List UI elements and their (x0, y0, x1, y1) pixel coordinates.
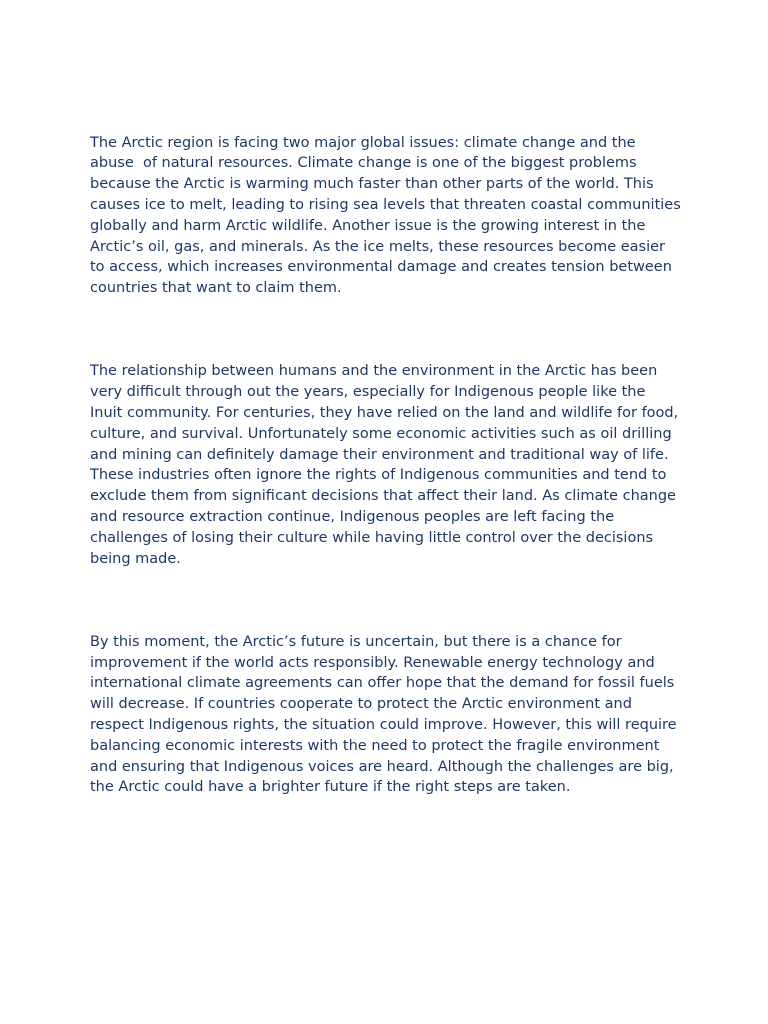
document-body (90, 91, 686, 860)
paragraph-humans-and-environment: The relationship between humans and the environment in the Arctic has been very difficult through out the years, especially for Indigenous people like the Inuit community. For centuries, they have relied on the land and wildlife for food, culture, and survival. Unfortunately some economic activities such as oil drilling and mining can definitely damage their environment and traditional way of life. These industries often ignore the rights of Indigenous communities and tend to exclude them from significant decisions that affect their land. As climate change and resource extraction continue, Indigenous peoples are left facing the challenges of losing their culture while having little control over the decisions being made. (90, 363, 683, 567)
paragraph-climate-and-resources: The Arctic region is facing two major global issues: climate change and the abuse of natural resources. Climate change is one of the biggest problems because the Arctic is warming much faster than other parts of the world. This causes ice to melt, leading to rising sea levels that threaten coastal communities globally and harm Arctic wildlife. Another issue is the growing interest in the Arctic’s oil, gas, and minerals. As the ice melts, these resources become easier to access, which increases environmental damage and creates tension between countries that want to claim them. (90, 134, 686, 297)
paragraph-future-outlook: By this moment, the Arctic’s future is uncertain, but there is a chance for improvement if the world acts responsibly. Renewable energy technology and international climate agreements can offer hope that the demand for fossil fuels will decrease. If countries cooperate to protect the Arctic environment and respect Indigenous rights, the situation could improve. However, this will require balancing economic interests with the need to protect the fragile environment and ensuring that Indigenous voices are heard. Although the challenges are big, the Arctic could have a brighter future if the right steps are taken. (90, 633, 682, 796)
